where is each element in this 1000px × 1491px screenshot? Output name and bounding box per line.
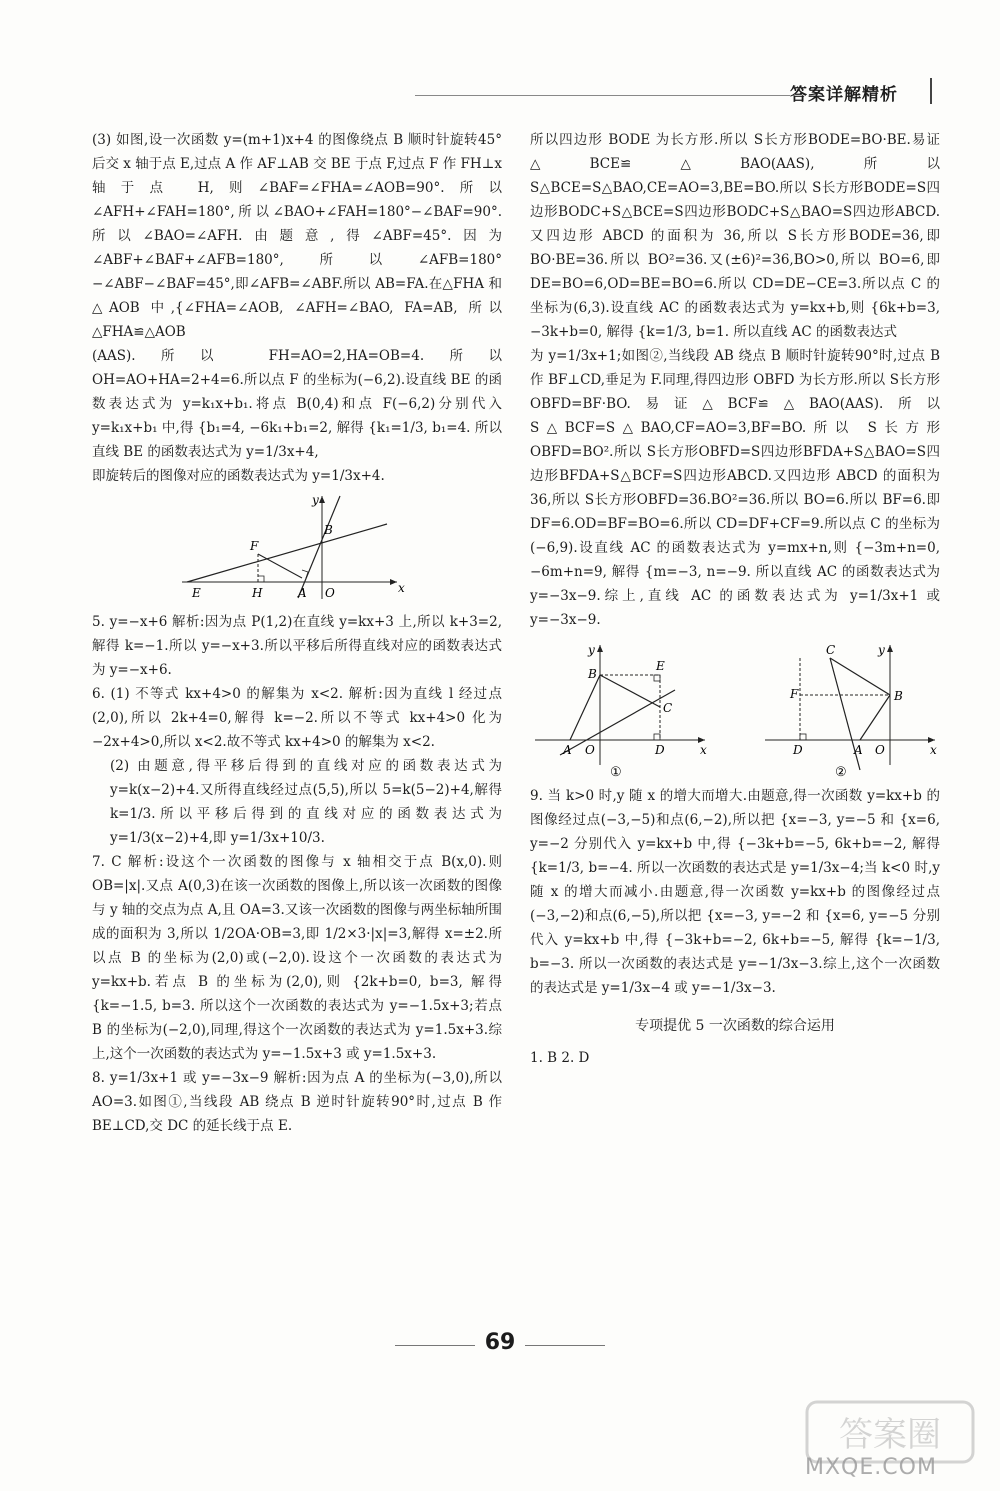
header-rule	[415, 95, 790, 96]
figures-row	[530, 640, 940, 780]
fig3-label-x: x	[930, 743, 937, 757]
answer-paragraph: 5. y=−x+6 解析:因为点 P(1,2)在直线 y=kx+3 上,所以 k+3=2,解得 k=−1.所以 y=−x+3.所以平移后所得直线对应的函数表达式为 y=−x+6.	[92, 614, 502, 678]
fig3-label-C: C	[826, 643, 836, 657]
fig1-label-x: x	[398, 581, 405, 595]
fig2-label-x: x	[700, 743, 707, 757]
figure-2-diagram	[760, 640, 940, 780]
fig3-label-A: A	[854, 743, 863, 757]
answer-paragraph: (3) 如图,设一次函数 y=(m+1)x+4 的图像绕点 B 顺时针旋转45°后交 x 轴于点 E,过点 A 作 AF⊥AB 交 BE 于点 F,过点 F 作 FH⊥x 轴于点 H,则∠BAF=∠FHA=∠AOB=90°.所以∠AFH+∠FAH=180°,所以∠BAO+∠FAH=180°−∠BAF=90°.所以∠BAO=∠AFH.由题意,得∠ABF=45°.因为∠ABF+∠BAF+∠AFB=180°,所以∠AFB=180°−∠ABF−∠BAF=45°,即∠AFB=∠ABF.所以 AB=FA.在△FHA 和△AOB 中,{∠FHA=∠AOB, ∠AFH=∠BAO, FA=AB, 所以△FHA≌△AOB	[92, 132, 502, 340]
right-column	[530, 128, 940, 1070]
header-bar	[930, 78, 932, 104]
header-title: 答案详解精析	[790, 85, 898, 105]
watermark-stamp-text: 答案圈	[839, 1415, 941, 1455]
watermark-url: MXQE.COM	[805, 1455, 937, 1480]
fig1-label-B: B	[324, 523, 333, 537]
fig2-label-y: y	[588, 643, 595, 657]
answer-paragraph: 7. C 解析:设这个一次函数的图像与 x 轴相交于点 B(x,0).则 OB=|x|.又点 A(0,3)在该一次函数的图像上,所以该一次函数的图像与 y 轴的交点为点 A,且 OA=3.又该一次函数的图像与两坐标轴所围成的面积为 3,所以 1/2OA·OB=3,即 1/2×3·|x|=3,解得 x=±2.所以点 B 的坐标为(2,0)或(−2,0).设这个一次函数的表达式为 y=kx+b.若点 B 的坐标为(2,0),则 {2k+b=0, b=3, 解得 {k=−1.5, b=3. 所以这个一次函数的表达式为 y=−1.5x+3;若点 B 的坐标为(−2,0),同理,得这个一次函数的表达式为 y=1.5x+3.综上,这个一次函数的表达式为 y=−1.5x+3 或 y=1.5x+3.	[92, 854, 502, 1062]
answer-paragraph: 6. (1) 不等式 kx+4>0 的解集为 x<2. 解析:因为直线 l 经过点(2,0),所以 2k+4=0,解得 k=−2.所以不等式 kx+4>0 化为 −2x+4>0,所以 x<2.故不等式 kx+4>0 的解集为 x<2.	[92, 686, 502, 750]
answer-paragraph: 8. y=1/3x+1 或 y=−3x−9 解析:因为点 A 的坐标为(−3,0),所以 AO=3.如图①,当线段 AB 绕点 B 逆时针旋转90°时,过点 B 作 BE⊥CD,交 DC 的延长线于点 E.	[92, 1070, 502, 1134]
fig2-label-O: O	[585, 743, 595, 757]
left-column	[92, 128, 502, 1138]
fig3-label-B: B	[894, 689, 903, 703]
answer-paragraph: 所以四边形 BODE 为长方形.所以 S长方形BODE=BO·BE.易证△BCE≌△BAO(AAS),所以 S△BCE=S△BAO,CE=AO=3,BE=BO.所以 S长方形BODE=S四边形BODC+S△BCE=S四边形BODC+S△BAO=S四边形ABCD.又四边形 ABCD 的面积为 36,所以 S长方形BODE=36,即 BO·BE=36.所以 BO²=36.又(±6)²=36,BO>0,所以 BO=6,即 DE=BO=6,OD=BE=BO=6.所以 CD=DE−CE=3.所以点 C 的坐标为(6,3).设直线 AC 的函数表达式为 y=kx+b,则 {6k+b=3, −3k+b=0, 解得 {k=1/3, b=1. 所以直线 AC 的函数表达式	[530, 132, 940, 340]
fig2-label-A: A	[563, 743, 572, 757]
fig2-label-D: D	[655, 743, 665, 757]
fig1-label-A: A	[298, 586, 307, 600]
section-answers: 1. B 2. D	[530, 1050, 590, 1066]
fig1-label-F: F	[250, 539, 259, 553]
answer-paragraph: 为 y=1/3x+1;如图②,当线段 AB 绕点 B 顺时针旋转90°时,过点 B 作 BF⊥CD,垂足为 F.同理,得四边形 OBFD 为长方形.所以 S长方形OBFD=BF·BO.易证△BCF≌△BAO(AAS).所以 S△BCF=S△BAO,CF=AO=3,BF=BO.所以 S长方形OBFD=BO².所以 S长方形OBFD=S四边形BFDA+S△BAO=S四边形BFDA+S△BCF=S四边形ABCD.又四边形 ABCD 的面积为 36,所以 S长方形OBFD=36.BO²=36.所以 BO=6.所以 BF=6.即 DF=6.OD=BF=BO=6.所以 CD=DF+CF=9.所以点 C 的坐标为(−6,9).设直线 AC 的函数表达式为 y=mx+n,则 {−3m+n=0, −6m+n=9, 解得 {m=−3, n=−9. 所以直线 AC 的函数表达式为 y=−3x−9.综上,直线 AC 的函数表达式为 y=1/3x+1 或 y=−3x−9.	[530, 348, 940, 628]
fig2-caption: ①	[610, 765, 622, 780]
fig3-label-y: y	[878, 643, 885, 657]
fig3-label-D: D	[793, 743, 803, 757]
answer-paragraph: 即旋转后的图像对应的函数表达式为 y=1/3x+4.	[92, 468, 385, 484]
answer-paragraph: 9. 当 k>0 时,y 随 x 的增大而增大.由题意,得一次函数 y=kx+b 的图像经过点(−3,−5)和点(6,−2),所以把 {x=−3, y=−5 和 {x=6, y=−2 分别代入 y=kx+b 中,得 {−3k+b=−5, 6k+b=−2, 解得 {k=1/3, b=−4. 所以一次函数的表达式是 y=1/3x−4;当 k<0 时,y 随 x 的增大而减小.由题意,得一次函数 y=kx+b 的图像经过点(−3,−2)和点(6,−5),所以把 {x=−3, y=−2 和 {x=6, y=−5 分别代入 y=kx+b 中,得 {−3k+b=−2, 6k+b=−5, 解得 {k=−1/3, b=−3. 所以一次函数的表达式是 y=−1/3x−3.综上,这个一次函数的表达式是 y=1/3x−4 或 y=−1/3x−3.	[530, 788, 940, 996]
fig3-caption: ②	[835, 765, 847, 780]
fig2-label-C: C	[663, 701, 673, 715]
fig2-label-E: E	[656, 659, 665, 673]
fig3-label-O: O	[875, 743, 885, 757]
fig2-label-B: B	[588, 667, 597, 681]
page-number-line-right	[525, 1345, 605, 1346]
section-title: 专项提优 5 一次函数的综合运用	[635, 1018, 835, 1034]
fig1-label-O: O	[325, 586, 335, 600]
page-number: 69	[484, 1330, 516, 1355]
fig3-label-F: F	[790, 687, 799, 701]
answer-paragraph: (2) 由题意,得平移后得到的直线对应的函数表达式为 y=k(x−2)+4.又所得直线经过点(5,5),所以 5=k(5−2)+4,解得 k=1/3.所以平移后得到的直线对应的函数表达式为 y=1/3(x−2)+4,即 y=1/3x+10/3.	[110, 758, 502, 846]
fig1-label-E: E	[192, 586, 201, 600]
figure-1-diagram	[530, 640, 710, 780]
answer-paragraph: (AAS).所以 FH=AO=2,HA=OB=4.所以 OH=AO+HA=2+4=6.所以点 F 的坐标为(−6,2).设直线 BE 的函数表达式为 y=k₁x+b₁.将点 B(0,4)和点 F(−6,2)分别代入 y=k₁x+b₁ 中,得 {b₁=4, −6k₁+b₁=2, 解得 {k₁=1/3, b₁=4. 所以直线 BE 的函数表达式为 y=1/3x+4,	[92, 348, 502, 460]
fig1-label-y: y	[312, 494, 319, 507]
figure-rotation-diagram	[182, 494, 412, 604]
fig1-label-H: H	[252, 586, 263, 600]
